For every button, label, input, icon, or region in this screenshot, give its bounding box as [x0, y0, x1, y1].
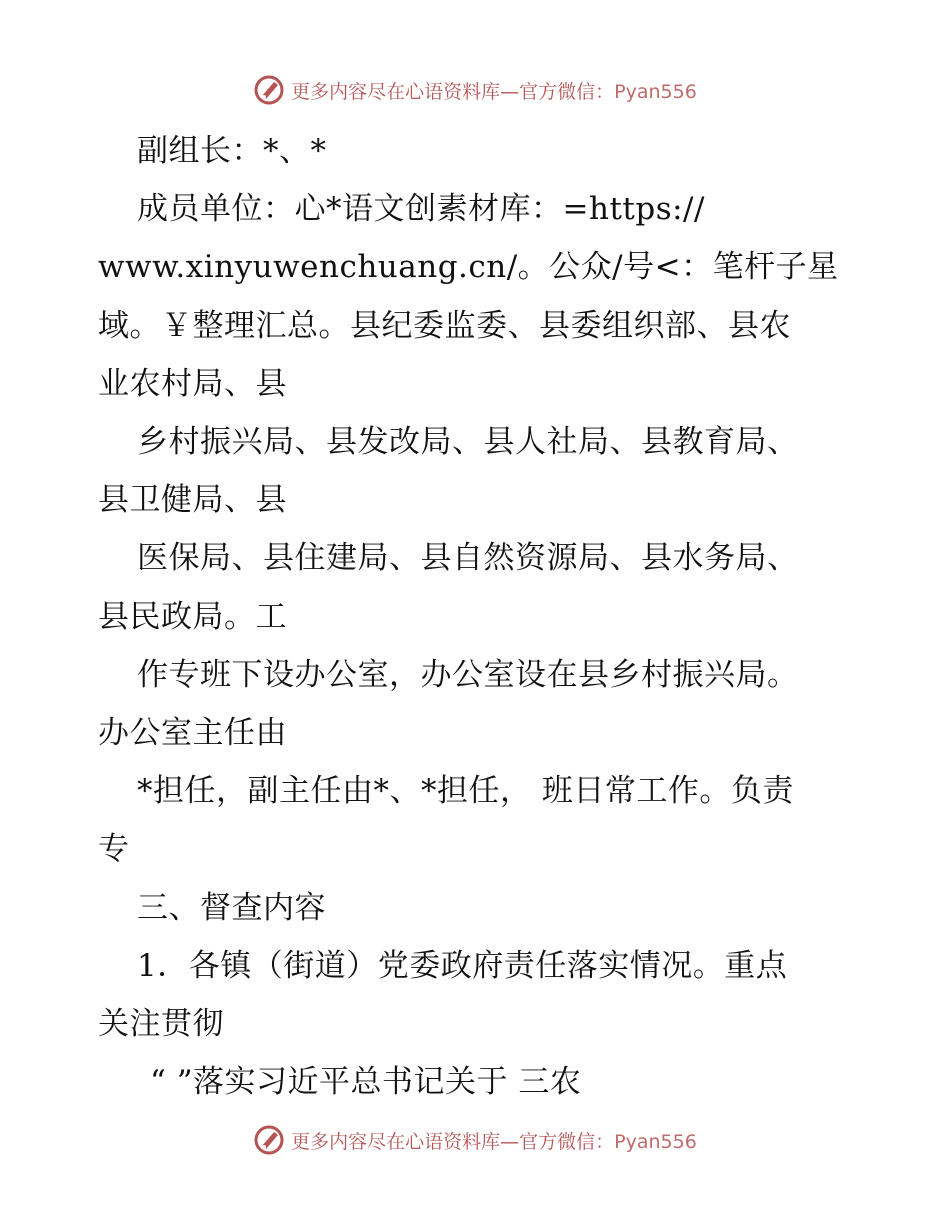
body-line: 作专班下设办公室，办公室设在县乡村振兴局。	[137, 656, 799, 693]
section-heading: 三、督查内容	[137, 889, 326, 926]
body-line: 乡村振兴局、县发改局、县人社局、县教育局、	[137, 424, 799, 461]
body-line: 专	[98, 831, 130, 868]
document-body	[98, 122, 858, 1111]
body-line: 业农村局、县	[98, 365, 287, 402]
pen-logo-icon	[253, 74, 285, 106]
body-line: 医保局、县住建局、县自然资源局、县水务局、	[137, 540, 799, 577]
body-line: “ ”落实习近平总书记关于 三农	[150, 1064, 582, 1101]
footer-banner	[0, 1120, 950, 1160]
header-banner-text	[291, 77, 697, 104]
header-banner	[0, 70, 950, 110]
footer-banner-text	[291, 1127, 697, 1154]
body-line: 成员单位：心*语文创素材库：=https://	[137, 191, 705, 228]
body-line: 县卫健局、县	[98, 482, 287, 519]
header-wechat-id: Pyan556	[614, 80, 697, 103]
body-line: *担任，副主任由*、*担任， 班日常工作。负责	[137, 773, 794, 810]
body-line: www.xinyuwenchuang.cn/。公众/号<：笔杆子星	[98, 249, 839, 286]
footer-banner-label: 更多内容尽在心语资料库—官方微信：	[291, 1130, 615, 1153]
body-line: 副组长：*、*	[137, 133, 327, 169]
body-line: 办公室主任由	[98, 715, 287, 752]
body-line: 县民政局。工	[98, 598, 287, 635]
body-line: 域。￥整理汇总。县纪委监委、县委组织部、县农	[98, 307, 791, 344]
body-line: 关注贯彻	[98, 1006, 224, 1043]
footer-wechat-id: Pyan556	[614, 1130, 697, 1153]
pen-logo-icon	[253, 1124, 285, 1156]
body-line: 1．各镇（街道）党委政府责任落实情况。重点	[137, 947, 788, 984]
header-banner-label: 更多内容尽在心语资料库—官方微信：	[291, 80, 615, 103]
